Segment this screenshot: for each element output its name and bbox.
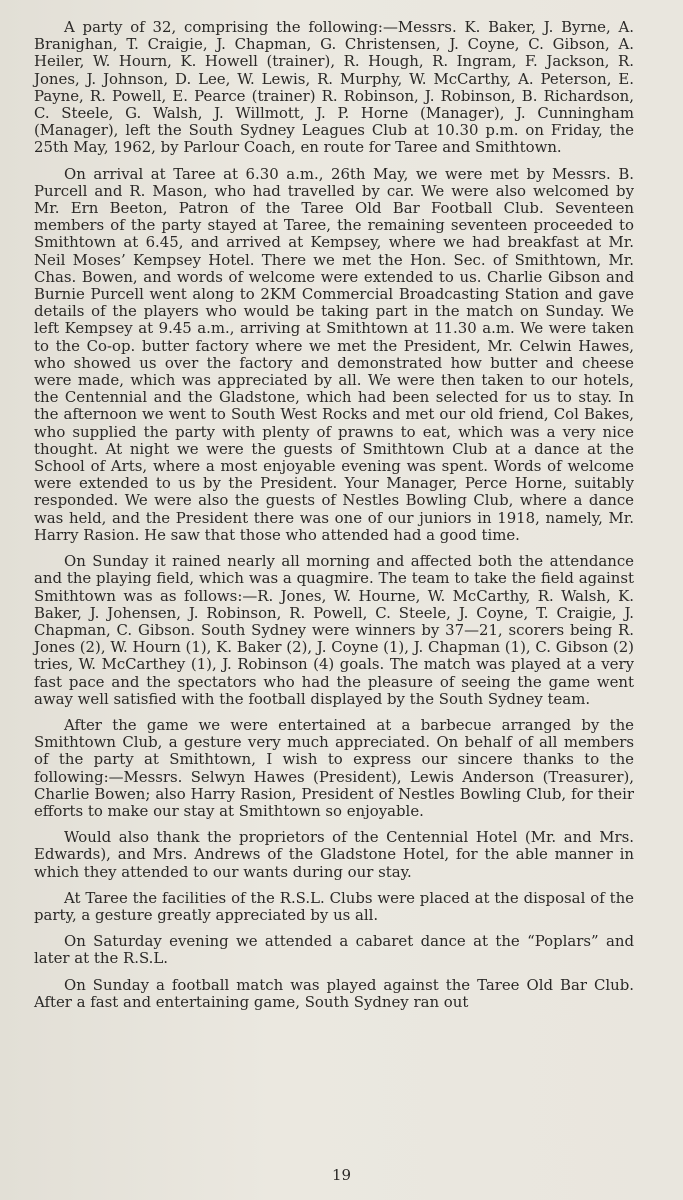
paragraph-match: On Sunday it rained nearly all morning and affected both the attendance and the playing field, which was a quagmire. The team to take the field against Smithtown was as follows:—R. Jones, W. Hourne, W. McCarthy, R. Walsh, K. Baker, J. Johensen, J. Robinson, R. Powell, C. Steele, J. Coyne, T. Craigie, J. Chapman, C. Gibson. South Sydney were winners by 37—21, scorers being R. Jones (2), W. Hourn (1), K. Baker (2), J. Coyne (1), J. Chapman (1), C. Gibson (2) tries, W. McCarthey (1), J. Robinson (4) goals. The match was played at a very fast pace and the spectators who had the pleasure of seeing the game went away well satisfied with the football displayed by the South Sydney team.: [34, 552, 634, 708]
page-number: 19: [331, 1166, 352, 1184]
paragraph-arrival: On arrival at Taree at 6.30 a.m., 26th May, we were met by Messrs. B. Purcell and R. Mason, who had travelled by car. We were also welcomed by Mr. Ern Beeton, Patron of the Taree Old Bar Football Club. Seventeen members of the party stayed at Taree, the remaining seventeen proceeded to Smithtown at 6.45, and arrived at Kempsey, where we had breakfast at Mr. Neil Moses’ Kempsey Hotel. There we met the Hon. Sec. of Smithtown, Mr. Chas. Bowen, and words of welcome were extended to us. Charlie Gibson and Burnie Purcell went along to 2KM Commercial Broadcasting Station and gave details of the players who would be taking part in the match on Sunday. We left Kempsey at 9.45 a.m., arriving at Smithtown at 11.30 a.m. We were taken to the Co-op. butter factory where we met the President, Mr. Celwin Hawes, who showed us over the factory and demonstrated how butter and cheese were made, which was appreciated by all. We were then taken to our hotels, the Centennial and the Gladstone, which had been selected for us to stay. In the afternoon we went to South West Rocks and met our old friend, Col Bakes, who supplied the party with plenty of prawns to eat, which was a very nice thought. At night we were the guests of Smithtown Club at a dance at the School of Arts, where a most enjoyable evening was spent. Words of welcome were extended to us by the President. Your Manager, Perce Horne, suitably responded. We were also the guests of Nestles Bowling Club, where a dance was held, and the President there was one of our juniors in 1918, namely, Mr. Harry Rasion. He saw that those who attended had a good time.: [34, 164, 634, 544]
paragraph-taree-match: On Sunday a football match was played against the Taree Old Bar Club. After a fast and entertaining game, South Sydney ran out: [34, 975, 634, 1011]
paragraph-taree-rsl: At Taree the facilities of the R.S.L. Clubs were placed at the disposal of the party, a gesture greatly appreciated by us all.: [34, 888, 634, 924]
paragraph-party-list: A party of 32, comprising the following:—Messrs. K. Baker, J. Byrne, A. Branighan, T. Craigie, J. Chapman, G. Christensen, J. Coyne, C. Gibson, A. Heiler, W. Hourn, K. Howell (trainer), R. Hough, R. Ingram, F. Jackson, R. Jones, J. Johnson, D. Lee, W. Lewis, R. Murphy, W. McCarthy, A. Peterson, E. Payne, R. Powell, E. Pearce (trainer) R. Robinson, J. Robinson, B. Richardson, C. Steele, G. Walsh, J. Willmott, J. P. Horne (Manager), J. Cunningham (Manager), left the South Sydney Leagues Club at 10.30 p.m. on Friday, the 25th May, 1962, by Parlour Coach, en route for Taree and Smithtown.: [34, 18, 634, 157]
body-text: [34, 19, 634, 1020]
paragraph-hotels: Would also thank the proprietors of the Centennial Hotel (Mr. and Mrs. Edwards), and Mrs. Andrews of the Gladstone Hotel, for the able manner in which they attended to our wants during our stay.: [34, 828, 634, 881]
paragraph-thanks: After the game we were entertained at a barbecue arranged by the Smithtown Club, a gesture very much appreciated. On behalf of all members of the party at Smithtown, I wish to express our sincere thanks to the following:—Messrs. Selwyn Hawes (President), Lewis Anderson (Treasurer), Charlie Bowen; also Harry Rasion, President of Nestles Bowling Club, for their efforts to make our stay at Smithtown so enjoyable.: [34, 715, 634, 820]
paragraph-cabaret: On Saturday evening we attended a cabaret dance at the “Poplars” and later at the R.S.L.: [34, 932, 634, 968]
